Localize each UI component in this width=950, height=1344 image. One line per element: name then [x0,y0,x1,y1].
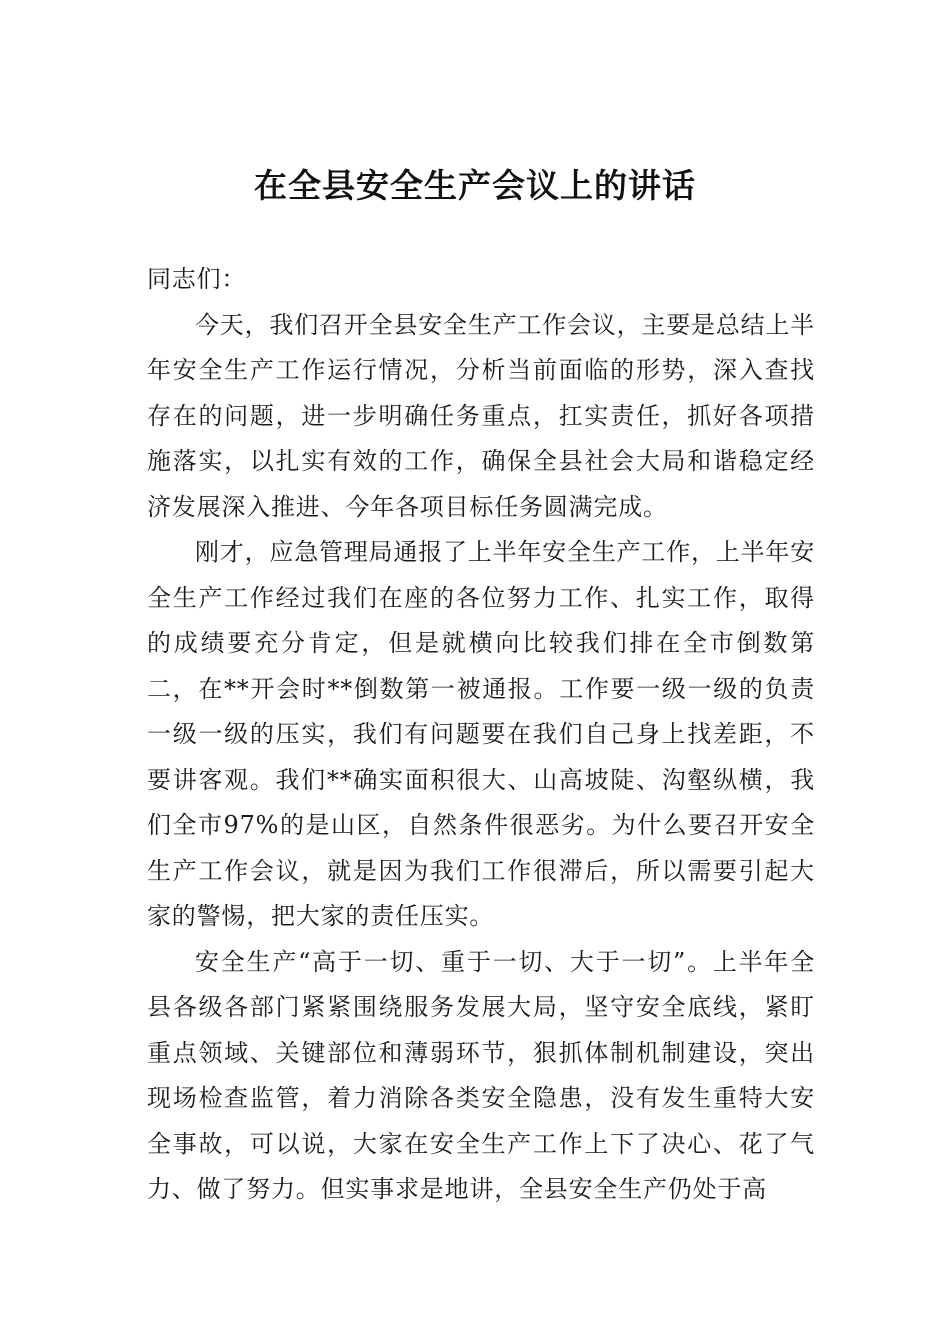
paragraph-2: 刚才，应急管理局通报了上半年安全生产工作，上半年安全生产工作经过我们在座的各位努力工作、扎实工作，取得的成绩要充分肯定，但是就横向比较我们排在全市倒数第二，在**开会时**倒数第一被通报。工作要一级一级的负责一级一级的压实，我们有问题要在我们自己身上找差距，不要讲客观。我们**确实面积很大、山高坡陡、沟壑纵横，我们全市97%的是山区，自然条件很恶劣。为什么要召开安全生产工作会议，就是因为我们工作很滞后，所以需要引起大家的警惕，把大家的责任压实。 [147,538,815,930]
paragraph-1: 今天，我们召开全县安全生产工作会议，主要是总结上半年安全生产工作运行情况，分析当前面临的形势，深入查找存在的问题，进一步明确任务重点，扛实责任，抓好各项措施落实，以扎实有效的工作，确保全县社会大局和谐稳定经济发展深入推进、今年各项目标任务圆满完成。 [147,310,815,521]
salutation: 同志们： [147,265,247,293]
paragraph-3: 安全生产“高于一切、重于一切、大于一切”。上半年全县各级各部门紧紧围绕服务发展大局，坚守安全底线，紧盯重点领域、关键部位和薄弱环节，狠抓体制机制建设，突出现场检查监管，着力消除各类安全隐患，没有发生重特大安全事故，可以说，大家在安全生产工作上下了决心、花了气力、做了努力。但实事求是地讲，全县安全生产仍处于高 [147,947,815,1203]
document-body [147,257,815,1213]
document-title: 在全县安全生产会议上的讲话 [254,166,696,205]
